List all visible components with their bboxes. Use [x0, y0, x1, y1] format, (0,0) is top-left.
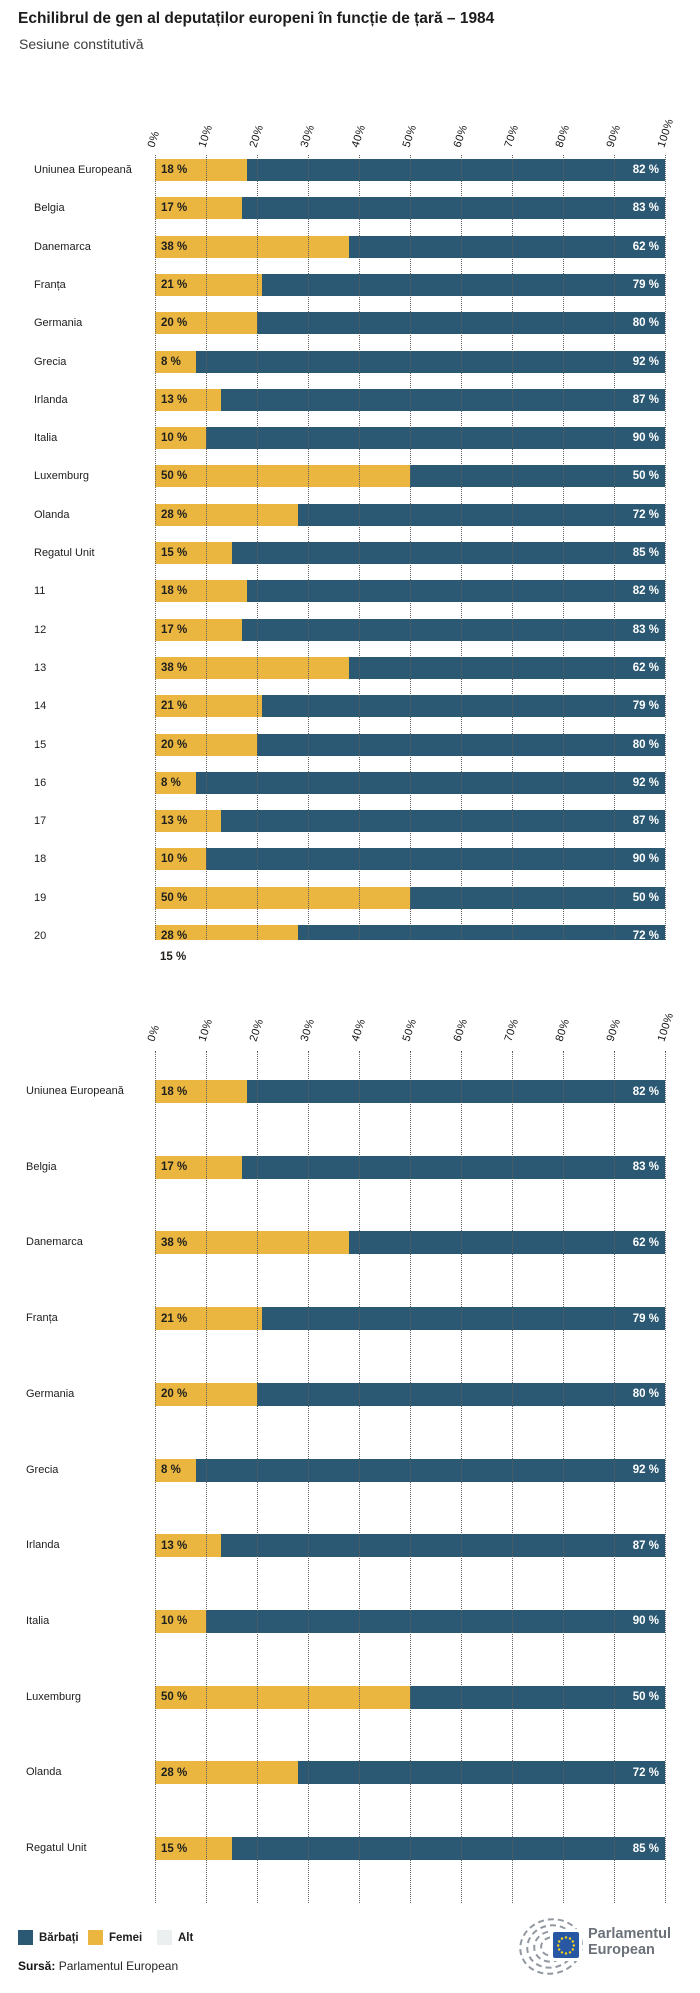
axis-tick-label: 100% — [655, 117, 677, 149]
bar-segment-barbati — [262, 274, 665, 296]
row-label: 19 — [34, 891, 47, 904]
gridline — [563, 1051, 564, 1903]
bar-value-barbati: 83 % — [632, 202, 659, 215]
row-label: Regatul Unit — [26, 1842, 87, 1854]
bar-value-barbati: 83 % — [632, 1161, 659, 1174]
bar-segment-barbati — [298, 504, 665, 526]
bar-segment-femei — [155, 887, 410, 909]
bar-value-femei: 13 % — [161, 1539, 188, 1552]
page-title: Echilibrul de gen al deputaților europeni în funcție de țară – 1984 — [18, 10, 495, 27]
bar-value-femei: 18 % — [161, 585, 188, 598]
bar-value-barbati: 83 % — [632, 623, 659, 636]
axis-tick-label: 70% — [502, 1017, 522, 1043]
row-label: Luxemburg — [26, 1690, 82, 1703]
bar-segment-barbati — [206, 1610, 665, 1633]
axis-tick-label: 60% — [451, 123, 471, 149]
gridline — [614, 155, 615, 940]
legend-item — [88, 1930, 142, 1945]
bar-value-femei: 21 % — [161, 700, 188, 713]
bar-value-femei: 17 % — [161, 1161, 188, 1174]
bar-segment-barbati — [232, 1837, 666, 1860]
row-label: Grecia — [34, 355, 67, 368]
row-label: Regatul Unit — [34, 547, 95, 559]
bar-value-barbati: 92 % — [632, 776, 659, 789]
row-label: Germania — [34, 317, 83, 330]
axis-tick-label: 50% — [400, 123, 420, 149]
bar-segment-femei — [155, 465, 410, 487]
axis-tick-label: 0% — [145, 1023, 163, 1043]
bar-segment-barbati — [247, 159, 665, 181]
ep-logo-line1: Parlamentul — [588, 1926, 671, 1942]
axis-tick-label: 100% — [655, 1011, 677, 1043]
axis-tick-label: 30% — [298, 123, 318, 149]
gridline — [614, 1051, 615, 1903]
bar-value-femei: 38 % — [161, 1236, 188, 1249]
gridline — [206, 1051, 207, 1903]
bar-value-femei: 50 % — [161, 1691, 188, 1704]
bar-segment-barbati — [298, 925, 665, 940]
bar-value-femei: 28 % — [161, 930, 188, 940]
axis-tick-label: 90% — [604, 123, 624, 149]
gridline — [665, 1051, 666, 1903]
bar-segment-barbati — [349, 657, 665, 679]
row-label: Franța — [34, 278, 66, 291]
gridline — [308, 155, 309, 940]
legend-label: Bărbați — [39, 1931, 79, 1944]
row-label: Uniunea Europeană — [26, 1085, 124, 1097]
row-label: Uniunea Europeană — [34, 164, 132, 176]
bar-value-barbati: 50 % — [632, 891, 659, 904]
bar-value-femei: 20 % — [161, 1388, 188, 1401]
bar-value-femei: 10 % — [161, 1615, 188, 1628]
bar-segment-barbati — [242, 197, 665, 219]
bar-value-femei: 8 % — [161, 355, 181, 368]
bar-value-barbati: 50 % — [632, 470, 659, 483]
row-label: 16 — [34, 776, 47, 789]
bar-value-femei: 21 % — [161, 278, 188, 291]
row-label: 18 — [34, 853, 47, 866]
ep-logo-line2: European — [588, 1942, 655, 1958]
bar-value-femei: 20 % — [161, 317, 188, 330]
bar-segment-barbati — [349, 236, 665, 258]
axis-tick-label: 10% — [196, 123, 216, 149]
gridline — [563, 155, 564, 940]
bar-segment-barbati — [410, 1686, 665, 1709]
axis-tick-label: 20% — [247, 1017, 267, 1043]
row-label: Irlanda — [26, 1539, 60, 1552]
bar-value-barbati: 80 % — [632, 1388, 659, 1401]
axis-tick-label: 80% — [553, 1017, 573, 1043]
bar-value-barbati: 82 % — [632, 585, 659, 598]
row-label: 14 — [34, 700, 47, 713]
legend-item — [18, 1930, 79, 1945]
bar-value-femei: 50 % — [161, 891, 188, 904]
row-label: 13 — [34, 661, 47, 674]
gridline — [512, 1051, 513, 1903]
bar-value-femei: 18 % — [161, 1085, 188, 1098]
gridline — [410, 155, 411, 940]
row-label: Belgia — [34, 202, 65, 215]
gridline — [155, 155, 156, 940]
bar-value-femei: 13 % — [161, 815, 188, 828]
bar-value-barbati: 50 % — [632, 1691, 659, 1704]
ep-logo — [519, 1910, 589, 1978]
bar-segment-barbati — [196, 1459, 665, 1482]
bar-value-barbati: 87 % — [632, 393, 659, 406]
row-label: Belgia — [26, 1160, 57, 1173]
bar-value-femei: 18 % — [161, 164, 188, 176]
gridline — [512, 155, 513, 940]
bar-value-femei: 17 % — [161, 202, 188, 215]
bar-value-barbati: 92 % — [632, 1464, 659, 1476]
bar-value-femei: 38 % — [161, 240, 188, 253]
axis-tick-label: 50% — [400, 1017, 420, 1043]
row-label: Italia — [26, 1614, 50, 1627]
bar-value-barbati: 72 % — [632, 930, 659, 940]
bar-value-femei: 21 % — [161, 1312, 188, 1325]
bar-value-femei: 10 % — [161, 432, 188, 445]
bar-segment-barbati — [196, 772, 665, 794]
bar-segment-barbati — [242, 1156, 665, 1179]
bar-value-barbati: 79 % — [632, 278, 659, 291]
bar-value-barbati: 90 % — [632, 853, 659, 866]
bar-segment-barbati — [349, 1231, 665, 1254]
gridline — [308, 1051, 309, 1903]
axis-tick-label: 10% — [196, 1017, 216, 1043]
source-label: Sursă: — [18, 1959, 56, 1973]
row-label: 12 — [34, 623, 47, 636]
bar-segment-barbati — [262, 1307, 665, 1330]
row-label: 20 — [34, 930, 47, 940]
page-subtitle: Sesiune constitutivă — [19, 36, 144, 52]
bar-value-femei: 15 % — [161, 1842, 188, 1855]
bar-segment-barbati — [410, 465, 665, 487]
row-label: 15 — [34, 738, 47, 751]
gridline — [461, 1051, 462, 1903]
axis-tick-label: 20% — [247, 123, 267, 149]
bar-value-barbati: 72 % — [632, 1766, 659, 1779]
gridline — [206, 155, 207, 940]
bar-value-barbati: 72 % — [632, 508, 659, 521]
bar-value-barbati: 90 % — [632, 432, 659, 445]
row-label: 11 — [34, 585, 46, 598]
bar-segment-barbati — [410, 887, 665, 909]
bar-segment-barbati — [247, 580, 665, 602]
bar-value-barbati: 85 % — [632, 547, 659, 559]
bar-value-barbati: 79 % — [632, 1312, 659, 1325]
ep-hemicycle-icon — [519, 1910, 589, 1978]
bar-value-barbati: 79 % — [632, 700, 659, 713]
bar-value-femei: 28 % — [161, 1766, 188, 1779]
axis-tick-label: 40% — [349, 1017, 369, 1043]
row-label: Olanda — [34, 508, 70, 521]
bar-value-barbati: 62 % — [632, 661, 659, 674]
bar-segment-barbati — [221, 1534, 665, 1557]
bar-value-barbati: 90 % — [632, 1615, 659, 1628]
bar-segment-barbati — [196, 351, 665, 373]
legend-label: Alt — [178, 1931, 194, 1944]
bar-value-femei: 13 % — [161, 393, 188, 406]
gridline — [359, 155, 360, 940]
gridline — [257, 1051, 258, 1903]
bar-segment-femei — [155, 1686, 410, 1709]
bar-segment-barbati — [206, 427, 665, 449]
axis-tick-label: 60% — [451, 1017, 471, 1043]
row-label: Grecia — [26, 1463, 59, 1476]
bar-value-femei: 15 % — [161, 547, 188, 559]
bar-value-barbati: 87 % — [632, 1539, 659, 1552]
row-label: Olanda — [26, 1766, 62, 1779]
legend-swatch — [88, 1930, 103, 1945]
axis-tick-label: 30% — [298, 1017, 318, 1043]
row-label: Franța — [26, 1312, 58, 1325]
gridline — [359, 1051, 360, 1903]
gridline — [461, 155, 462, 940]
legend-item — [157, 1930, 193, 1945]
gridline — [155, 1051, 156, 1903]
bar-segment-barbati — [221, 389, 665, 411]
bar-value-femei: 50 % — [161, 470, 188, 483]
bar-value-femei: 20 % — [161, 738, 188, 751]
bar-segment-barbati — [232, 542, 666, 564]
legend-swatch — [157, 1930, 172, 1945]
source-text: Parlamentul European — [58, 1959, 179, 1973]
bar-value-barbati: 82 % — [632, 1085, 659, 1098]
bar-segment-barbati — [242, 619, 665, 641]
bar-value-femei: 28 % — [161, 508, 188, 521]
axis-tick-label: 40% — [349, 123, 369, 149]
gridline — [257, 155, 258, 940]
ep-logo-text — [588, 1926, 671, 1958]
axis-tick-label: 70% — [502, 123, 522, 149]
bar-value-femei: 8 % — [161, 1464, 181, 1476]
bar-value-barbati: 80 % — [632, 738, 659, 751]
row-label: 17 — [34, 815, 47, 828]
row-label: Italia — [34, 432, 58, 445]
bar-segment-barbati — [206, 848, 665, 870]
row-label: Luxemburg — [34, 470, 90, 483]
bar-segment-barbati — [247, 1080, 665, 1103]
bar-value-barbati: 62 % — [632, 240, 659, 253]
gridline — [665, 155, 666, 940]
bar-segment-barbati — [298, 1761, 665, 1784]
bar-value-femei: 17 % — [161, 623, 188, 636]
axis-tick-label: 80% — [553, 123, 573, 149]
gridline — [410, 1051, 411, 1903]
bar-value-barbati: 92 % — [632, 355, 659, 368]
bar-value-femei: 10 % — [161, 853, 188, 866]
row-label: Irlanda — [34, 393, 68, 406]
row-label: Danemarca — [26, 1236, 83, 1249]
bar-segment-barbati — [221, 810, 665, 832]
bar-segment-barbati — [262, 695, 665, 717]
bar-value-barbati: 82 % — [632, 164, 659, 176]
row-label: Germania — [26, 1387, 75, 1400]
legend-label: Femei — [109, 1931, 143, 1944]
bar-value-barbati: 87 % — [632, 815, 659, 828]
axis-tick-label: 0% — [145, 129, 163, 149]
axis-tick-label: 90% — [604, 1017, 624, 1043]
bar-value-femei: 38 % — [161, 661, 188, 674]
legend-swatch — [18, 1930, 33, 1945]
clipped-row-value-label: 15 % — [160, 951, 187, 963]
bar-value-barbati: 85 % — [632, 1842, 659, 1855]
source-line — [18, 1959, 178, 1973]
bar-value-barbati: 80 % — [632, 317, 659, 330]
row-label: Danemarca — [34, 240, 91, 253]
bar-value-femei: 8 % — [161, 776, 181, 789]
bar-value-barbati: 62 % — [632, 1236, 659, 1249]
